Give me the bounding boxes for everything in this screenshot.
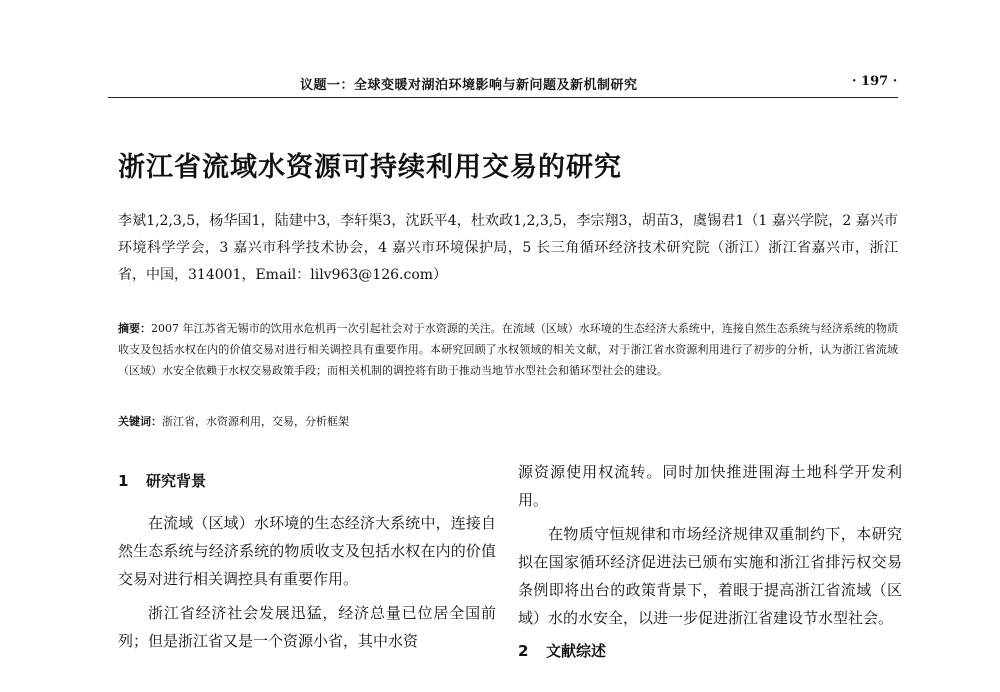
section-2-title: 文献综述 (546, 642, 607, 660)
section-1-title: 研究背景 (146, 472, 207, 490)
paragraph: 在流域（区域）水环境的生态经济大系统中，连接自然生态系统与经济系统的物质收支及包括水权在内的价值交易对进行相关调控具有重要作用。 (118, 514, 496, 588)
running-title: 议题一：全球变暖对湖泊环境影响与新问题及新机制研究 (300, 78, 638, 93)
left-column (118, 470, 496, 655)
section-1-heading (118, 470, 496, 491)
abstract-label: 摘要： (118, 322, 152, 335)
section-2-heading (518, 640, 902, 661)
keywords-text: 浙江省，水资源利用，交易，分析框架 (162, 415, 349, 428)
section-2-number: 2 (518, 642, 529, 660)
article-title: 浙江省流域水资源可持续利用交易的研究 (118, 152, 622, 183)
paragraph-continued: 源资源使用权流转。同时加快推进围海土地科学开发利用。 (518, 463, 902, 509)
page-number: · 197 · (852, 74, 898, 89)
paragraph: 浙江省经济社会发展迅猛，经济总量已位居全国前列；但是浙江省又是一个资源小省，其中水资 (118, 604, 496, 650)
authors-affiliations: 李斌1,2,3,5，杨华国1，陆建中3，李轩渠3，沈跃平4，杜欢政1,2,3,5，李宗翔3，胡苗3，虞锡君1（1 嘉兴学院，2 嘉兴市环境科学学会，3 嘉兴市科学技术协会，4 嘉兴市环境保护局，5 长三角循环经济技术研究院（浙江）浙江省嘉兴市，浙江省，中国，314001，Email：lilv963@126.com） (118, 213, 898, 283)
keywords-label: 关键词： (118, 415, 162, 428)
right-column (518, 458, 902, 661)
header-rule (108, 97, 898, 98)
section-1-number: 1 (118, 472, 129, 490)
abstract-text: 2007 年江苏省无锡市的饮用水危机再一次引起社会对于水资源的关注。在流域（区域）水环境的生态经济大系统中，连接自然生态系统与经济系统的物质收支及包括水权在内的价值交易对进行相关调控具有重要作用。本研究回顾了水权领域的相关文献，对于浙江省水资源利用进行了初步的分析，认为浙江省流域（区域）水安全依赖于水权交易政策手段；而相关机制的调控将有助于推动当地节水型社会和循环型社会的建设。 (118, 322, 898, 377)
paragraph: 在物质守恒规律和市场经济规律双重制约下，本研究拟在国家循环经济促进法已颁布实施和浙江省排污权交易条例即将出台的政策背景下，着眼于提高浙江省流域（区域）水的水安全，以进一步促进浙江省建设节水型社会。 (518, 525, 902, 627)
keywords (118, 411, 898, 432)
abstract (118, 318, 898, 381)
